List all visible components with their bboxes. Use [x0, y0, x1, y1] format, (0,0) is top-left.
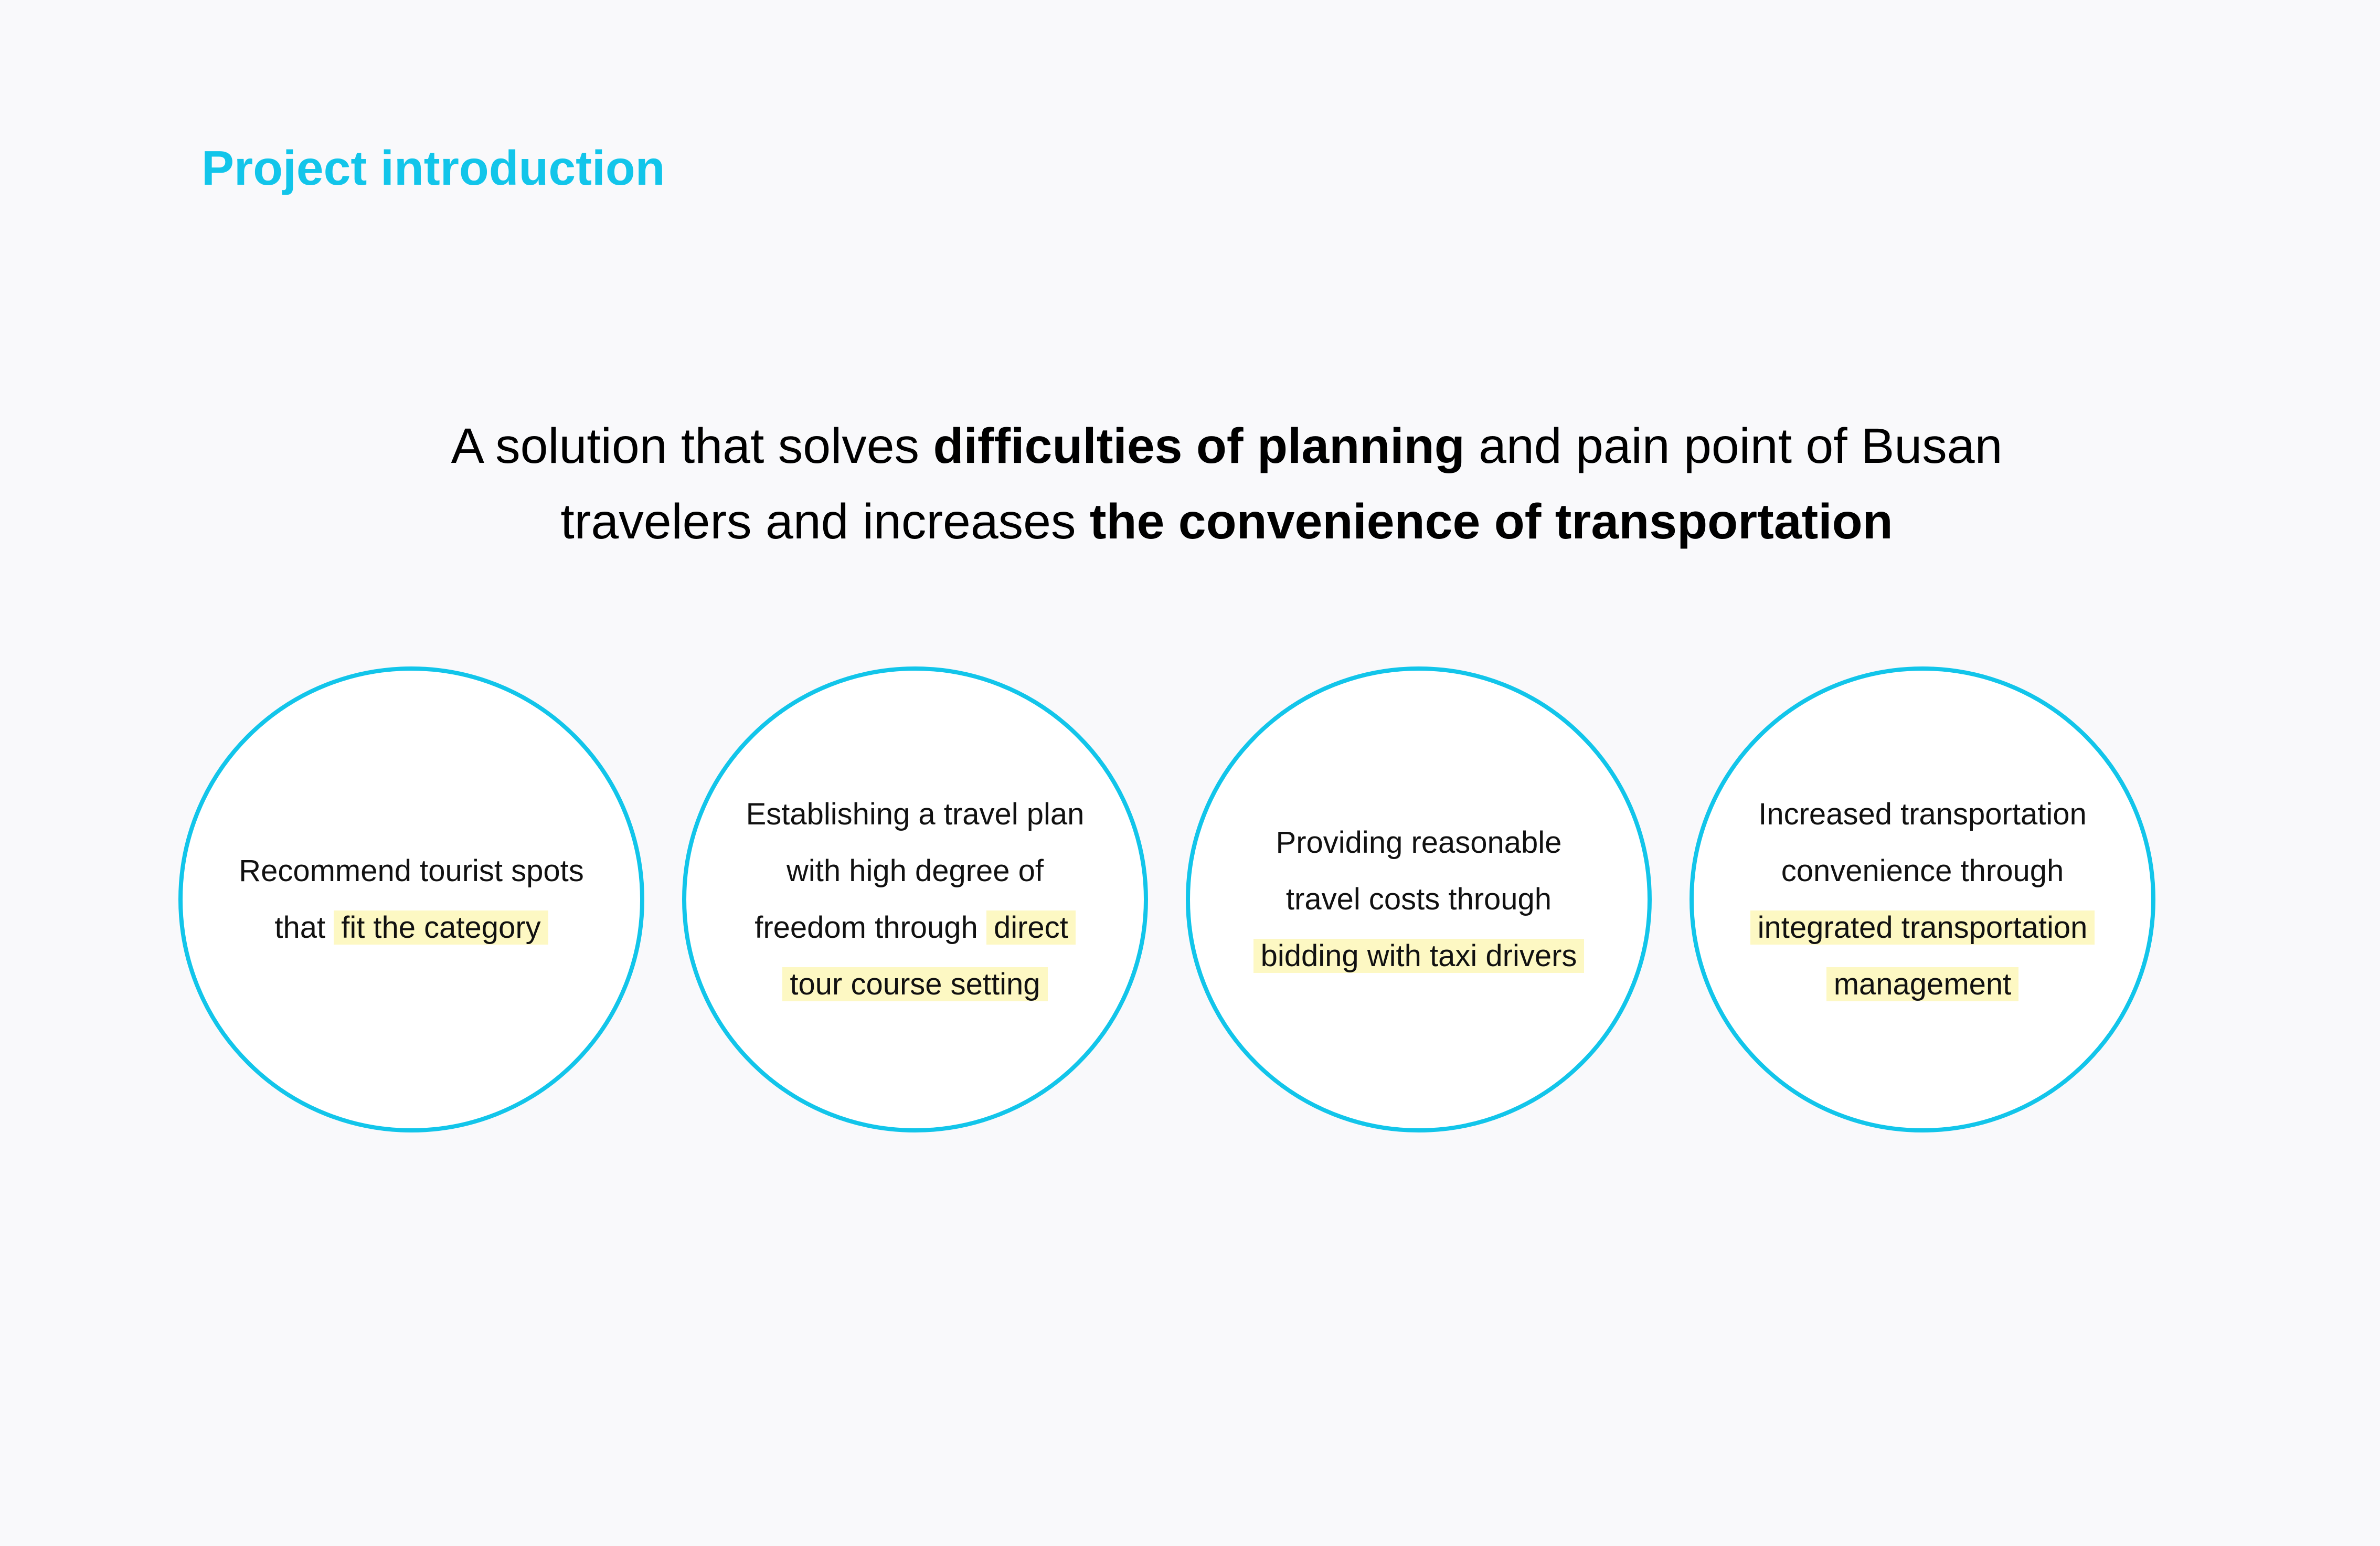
- feature-highlight: management: [1826, 967, 2019, 1001]
- feature-text: [1694, 786, 2151, 1013]
- feature-highlight: fit the category: [334, 910, 548, 945]
- feature-highlight: bidding with taxi drivers: [1253, 939, 1585, 973]
- section-title: Project introduction: [201, 141, 665, 195]
- feature-highlight: direct: [986, 910, 1076, 945]
- headline-emphasis: difficulties of planning: [933, 418, 1465, 474]
- headline-text: travelers and increases: [560, 494, 1090, 549]
- feature-text-line: [686, 899, 1144, 956]
- feature-text: [686, 786, 1144, 1013]
- feature-circle-travel-costs: [1186, 666, 1652, 1132]
- feature-text: [1190, 814, 1648, 984]
- feature-circle-travel-plan: [682, 666, 1148, 1132]
- feature-text-line: Increased transportation: [1758, 797, 2087, 831]
- feature-text-line: with high degree of: [786, 854, 1044, 888]
- feature-text-line: convenience through: [1781, 854, 2064, 888]
- feature-text-line: Providing reasonable: [1276, 825, 1562, 860]
- headline-emphasis: the convenience of transportation: [1089, 494, 1893, 549]
- headline-text: and pain point of Busan: [1464, 418, 2003, 474]
- feature-circle-recommend: [178, 666, 644, 1132]
- feature-text-line: travel costs through: [1285, 882, 1552, 916]
- feature-text-line: [1694, 956, 2151, 1013]
- headline-line-2: [298, 484, 2155, 559]
- feature-highlight: integrated transportation: [1750, 910, 2095, 945]
- feature-text-line: [183, 899, 640, 956]
- headline-text: A solution that solves: [451, 418, 933, 474]
- feature-text-line: [686, 956, 1144, 1013]
- feature-text: [183, 843, 640, 956]
- feature-circle-transportation: [1690, 666, 2155, 1132]
- headline: [298, 408, 2155, 559]
- feature-text-line: Establishing a travel plan: [746, 797, 1085, 831]
- feature-text-plain: that: [274, 910, 334, 945]
- feature-text-plain: freedom through: [755, 910, 986, 945]
- headline-line-1: [298, 408, 2155, 484]
- feature-text-line: [1694, 899, 2151, 956]
- feature-text-line: Recommend tourist spots: [239, 854, 584, 888]
- feature-text-line: [1190, 928, 1648, 984]
- feature-highlight: tour course setting: [782, 967, 1047, 1001]
